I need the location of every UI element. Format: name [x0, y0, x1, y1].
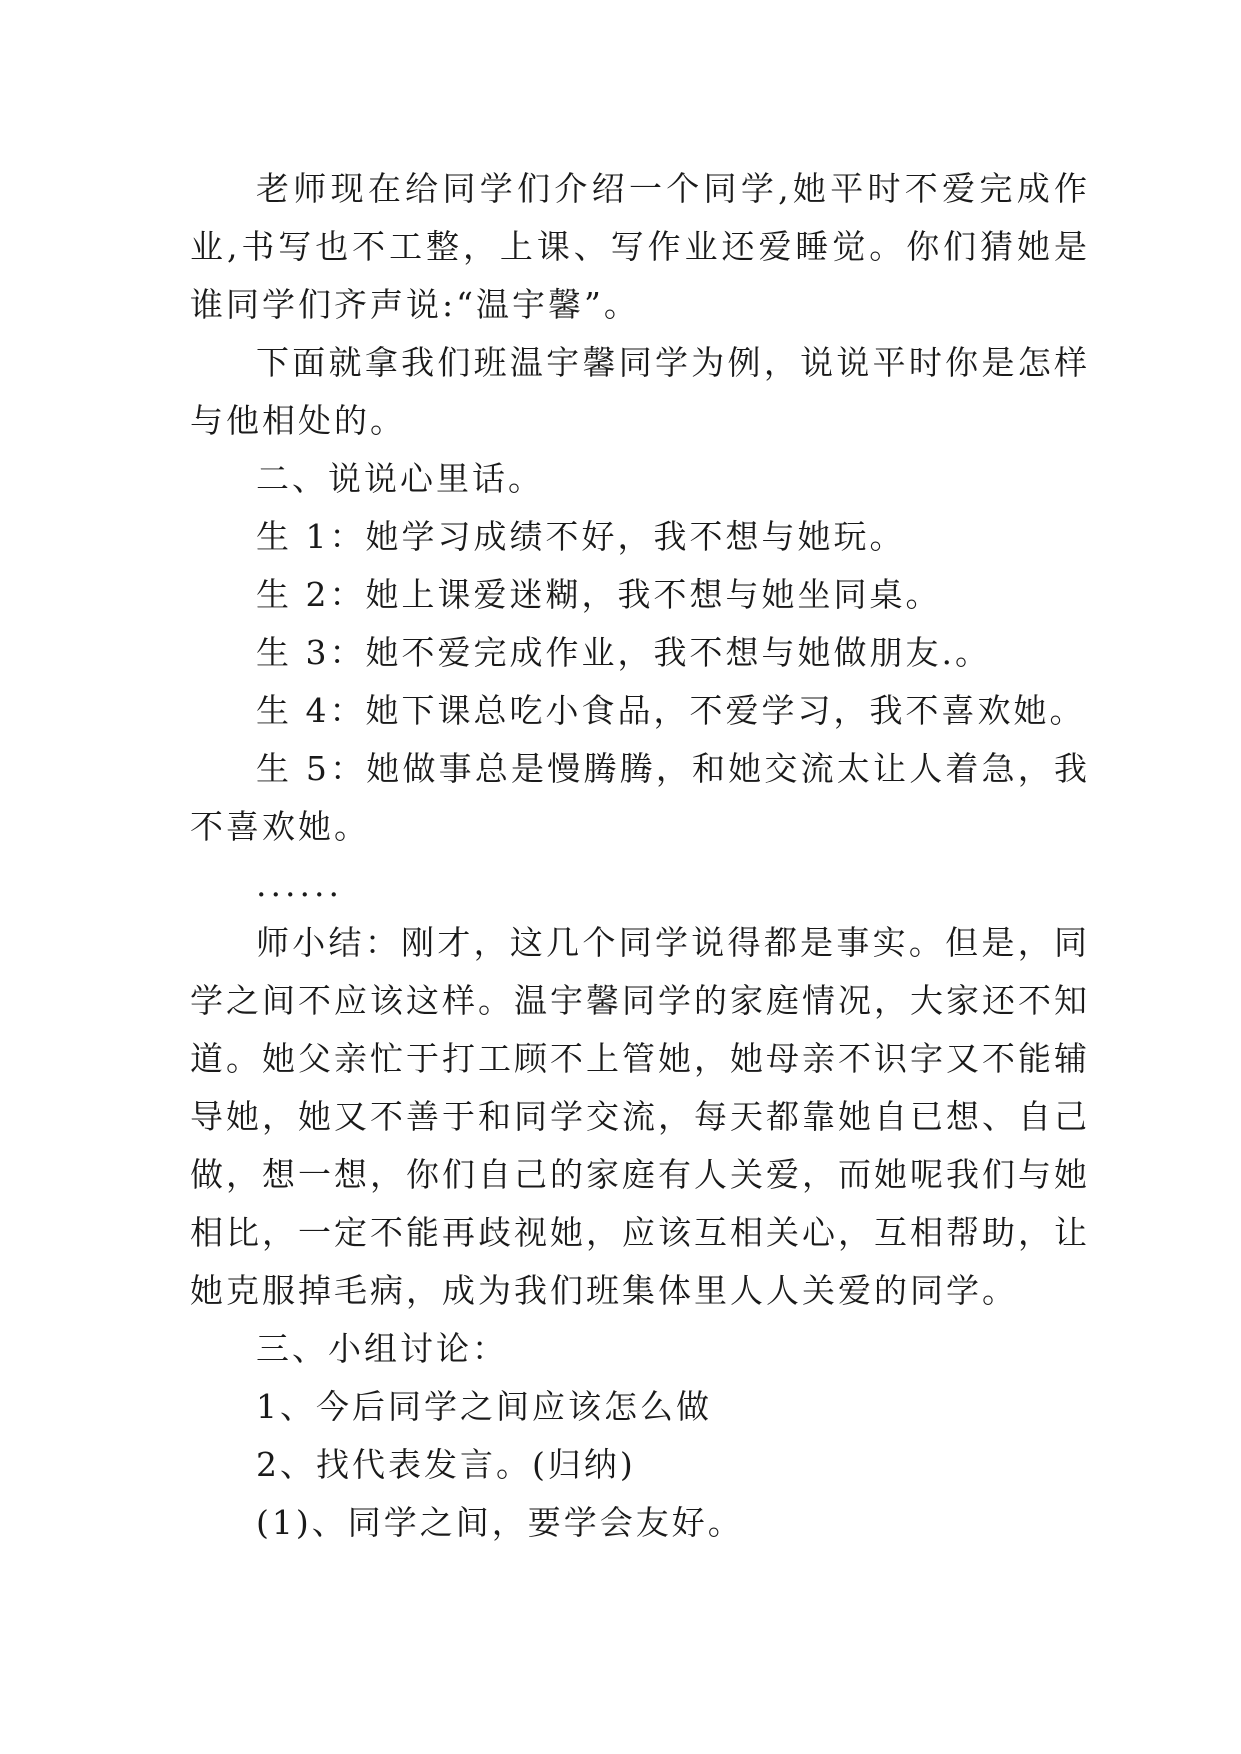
- student-remark-4: 生 4：她下课总吃小食品，不爱学习，我不喜欢她。: [256, 691, 1086, 730]
- paragraph-intro: 老师现在给同学们介绍一个同学,她平时不爱完成作业,书写也不工整，上课、写作业还爱睡觉。你们猜她是谁同学们齐声说:“温宇馨”。: [190, 169, 1090, 324]
- discussion-item-1: 1、今后同学之间应该怎么做: [256, 1387, 712, 1426]
- ellipsis: ......: [256, 865, 343, 904]
- section-heading-3: 三、小组讨论：: [256, 1329, 508, 1368]
- student-remark-1: 生 1：她学习成绩不好，我不想与她玩。: [256, 517, 906, 556]
- student-remark-5: 生 5：她做事总是慢腾腾，和她交流太让人着急，我不喜欢她。: [190, 749, 1090, 846]
- teacher-summary: 师小结：刚才，这几个同学说得都是事实。但是，同学之间不应该这样。温宇馨同学的家庭情况，大家还不知道。她父亲忙于打工顾不上管她，她母亲不识字又不能辅导她，她又不善于和同学交流，每天都靠她自已想、自己做，想一想，你们自己的家庭有人关爱，而她呢我们与她相比，一定不能再歧视她，应该互相关心，互相帮助，让她克服掉毛病，成为我们班集体里人人关爱的同学。: [190, 923, 1090, 1310]
- conclusion-item-1: (1)、同学之间，要学会友好。: [256, 1503, 744, 1542]
- paragraph-example: 下面就拿我们班温宇馨同学为例，说说平时你是怎样与他相处的。: [190, 343, 1090, 440]
- student-remark-3: 生 3：她不爱完成作业，我不想与她做朋友.。: [256, 633, 991, 672]
- section-heading-2: 二、说说心里话。: [256, 459, 544, 498]
- discussion-item-2: 2、找代表发言。(归纳): [256, 1445, 636, 1484]
- student-remark-2: 生 2：她上课爱迷糊，我不想与她坐同桌。: [256, 575, 942, 614]
- document-body: [190, 160, 1090, 1552]
